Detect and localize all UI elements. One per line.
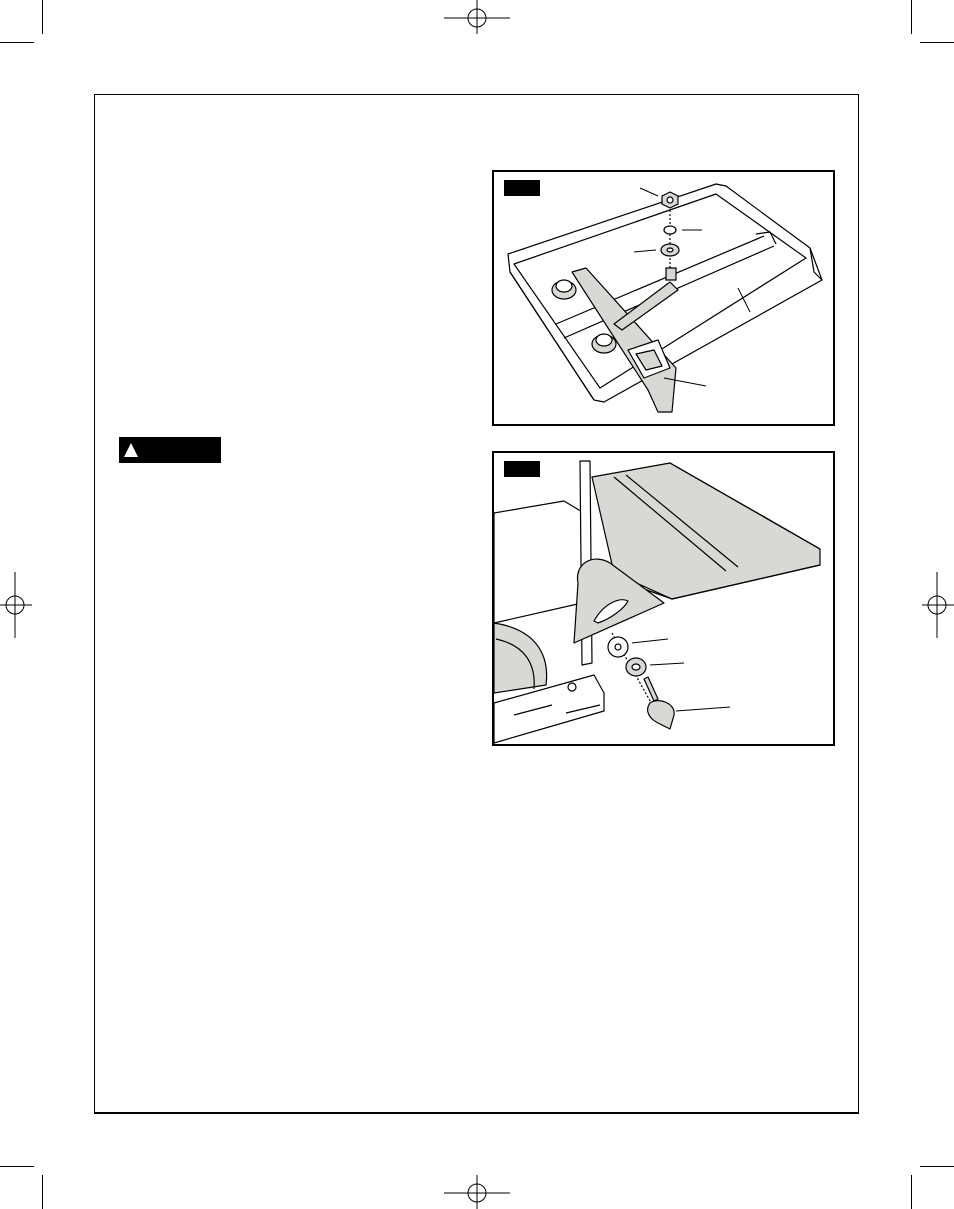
fence-assembly-illustration [494, 172, 833, 424]
crop-mark-bottom-left-h [0, 1166, 34, 1167]
registration-mark-top [442, 0, 512, 40]
warning-triangle-icon [123, 442, 139, 458]
crop-mark-top-right-h [920, 42, 954, 43]
crop-mark-top-left-v [42, 0, 43, 34]
table-mounting-illustration [494, 453, 833, 744]
crop-mark-top-left-h [0, 42, 34, 43]
figure-tag [504, 180, 540, 196]
crop-mark-bottom-right-v [911, 1175, 912, 1209]
crop-mark-bottom-right-h [920, 1166, 954, 1167]
registration-mark-right [920, 570, 954, 640]
figure-fence-assembly [492, 170, 835, 426]
warning-badge [119, 437, 221, 463]
registration-mark-left [0, 570, 34, 640]
figure-tag [504, 461, 540, 477]
registration-mark-bottom [442, 1173, 512, 1209]
crop-mark-bottom-left-v [42, 1175, 43, 1209]
figure-table-mounting [492, 451, 835, 746]
crop-mark-top-right-v [911, 0, 912, 34]
